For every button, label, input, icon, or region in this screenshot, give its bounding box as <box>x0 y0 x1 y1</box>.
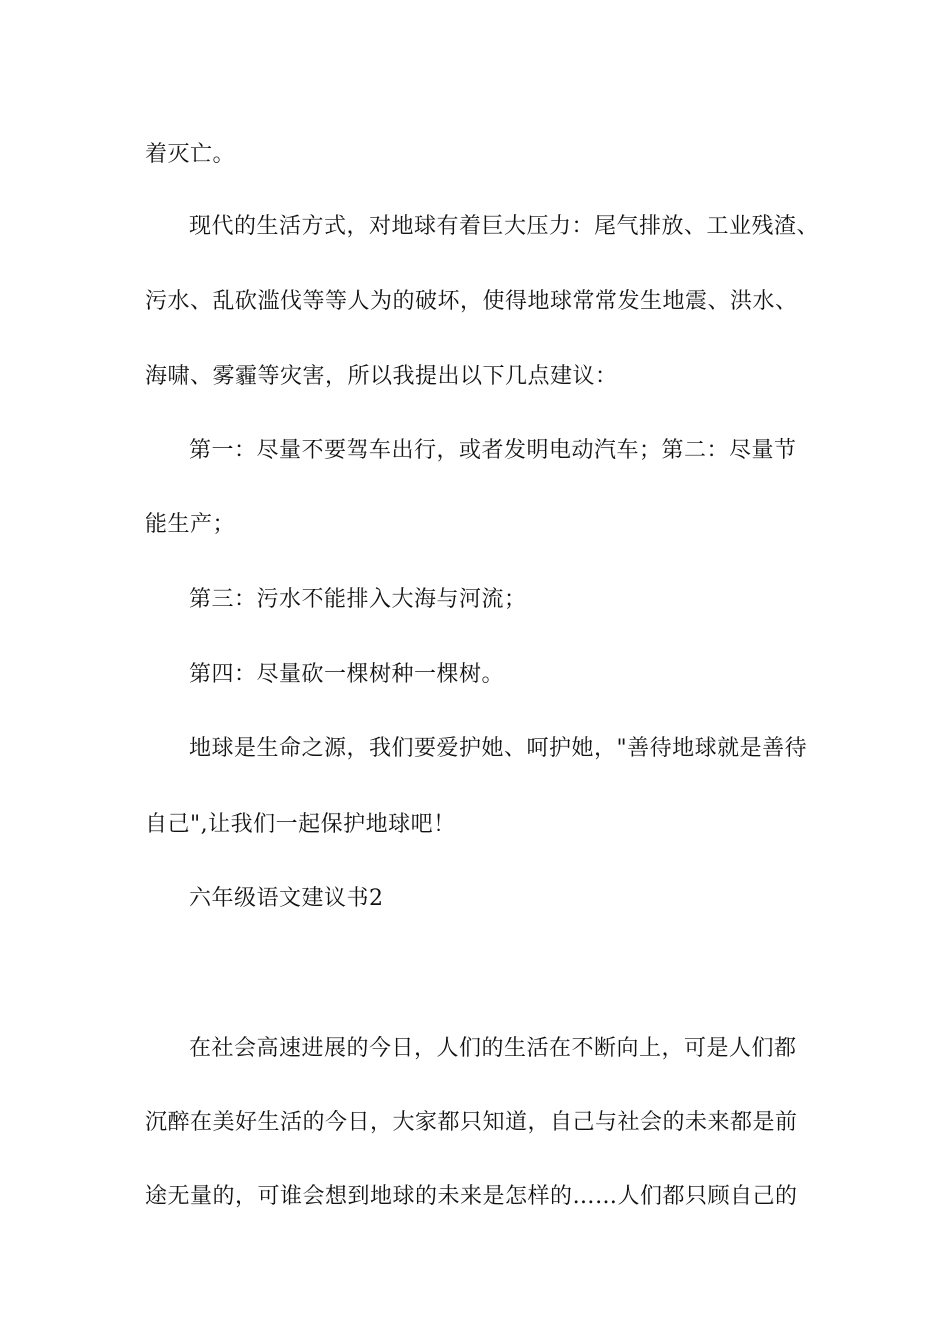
text-line: 途无量的，可谁会想到地球的未来是怎样的……人们都只顾自己的 <box>145 1184 798 1209</box>
text-line: 地球是生命之源，我们要爱护她、呵护她，"善待地球就是善待 <box>189 736 808 761</box>
text-line: 在社会高速进展的今日，人们的生活在不断向上，可是人们都 <box>189 1036 797 1061</box>
text-line: 着灭亡。 <box>145 142 236 167</box>
text-line: 海啸、雾霾等灾害，所以我提出以下几点建议： <box>145 364 618 389</box>
text-line: 第三：污水不能排入大海与河流； <box>189 587 527 612</box>
text-line: 自己",让我们一起保护地球吧！ <box>145 812 456 837</box>
text-line: 能生产； <box>145 512 236 537</box>
section-heading: 六年级语文建议书2 <box>189 886 384 911</box>
text-line: 沉醉在美好生活的今日，大家都只知道，自己与社会的未来都是前 <box>145 1110 798 1135</box>
text-line: 污水、乱砍滥伐等等人为的破坏，使得地球常常发生地震、洪水、 <box>145 289 798 314</box>
text-line: 现代的生活方式，对地球有着巨大压力：尾气排放、工业残渣、 <box>189 214 820 239</box>
text-line: 第一：尽量不要驾车出行，或者发明电动汽车；第二：尽量节 <box>189 438 797 463</box>
text-line: 第四：尽量砍一棵树种一棵树。 <box>189 662 505 687</box>
